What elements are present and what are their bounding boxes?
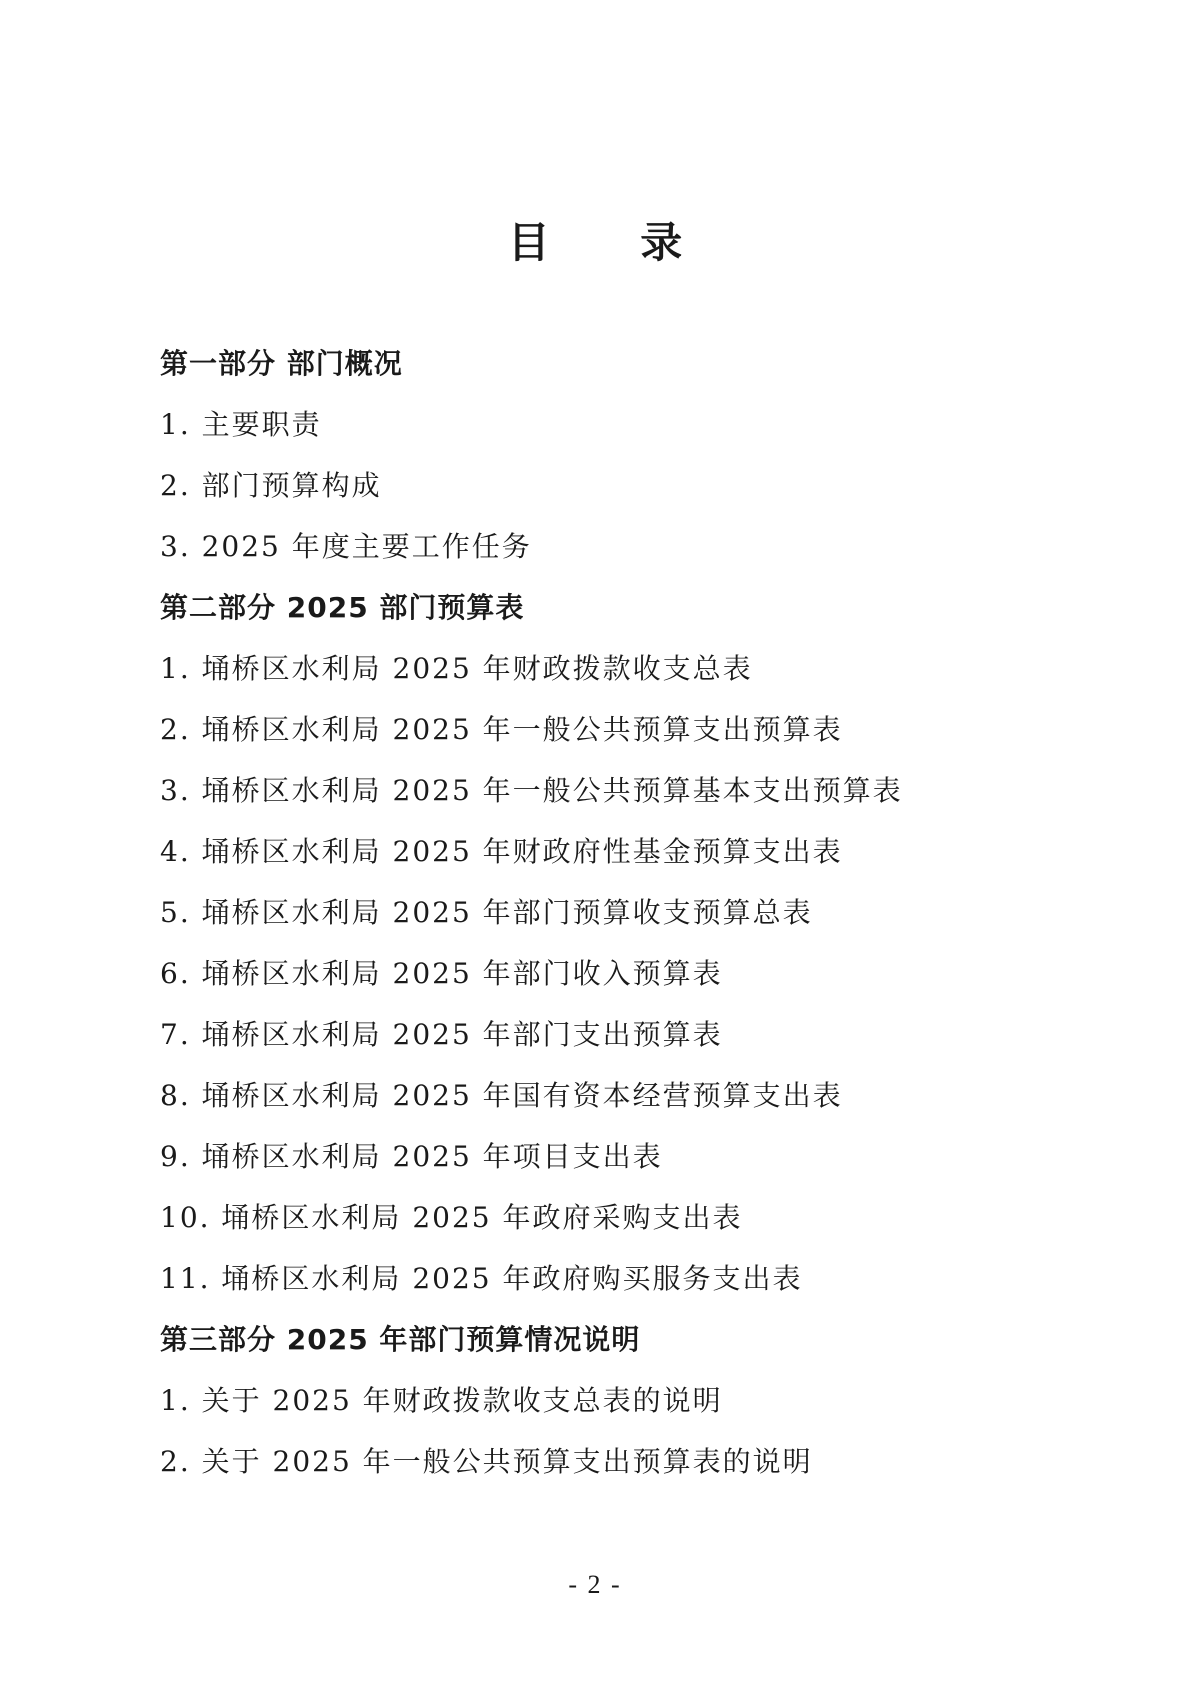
toc-item: 3. 埇桥区水利局 2025 年一般公共预算基本支出预算表 — [160, 774, 903, 807]
toc-item: 2. 关于 2025 年一般公共预算支出预算表的说明 — [160, 1445, 813, 1478]
toc-item: 2. 部门预算构成 — [160, 469, 382, 502]
toc-item: 11. 埇桥区水利局 2025 年政府购买服务支出表 — [160, 1262, 803, 1295]
toc-item: 4. 埇桥区水利局 2025 年财政府性基金预算支出表 — [160, 835, 843, 868]
toc-item: 6. 埇桥区水利局 2025 年部门收入预算表 — [160, 957, 723, 990]
table-of-contents — [160, 344, 1060, 1503]
toc-item: 8. 埇桥区水利局 2025 年国有资本经营预算支出表 — [160, 1079, 843, 1112]
toc-item: 1. 埇桥区水利局 2025 年财政拨款收支总表 — [160, 652, 753, 685]
page-number: - 2 - — [568, 1570, 622, 1599]
page-title: 目 录 — [507, 218, 721, 267]
toc-item: 1. 关于 2025 年财政拨款收支总表的说明 — [160, 1384, 723, 1417]
toc-item: 2. 埇桥区水利局 2025 年一般公共预算支出预算表 — [160, 713, 843, 746]
toc-item: 3. 2025 年度主要工作任务 — [160, 530, 532, 563]
toc-section-heading: 第一部分 部门概况 — [160, 347, 403, 380]
toc-item: 7. 埇桥区水利局 2025 年部门支出预算表 — [160, 1018, 723, 1051]
toc-item: 1. 主要职责 — [160, 408, 322, 441]
toc-section-heading: 第二部分 2025 部门预算表 — [160, 591, 525, 624]
toc-section-heading: 第三部分 2025 年部门预算情况说明 — [160, 1323, 641, 1356]
toc-item: 5. 埇桥区水利局 2025 年部门预算收支预算总表 — [160, 896, 813, 929]
toc-item: 10. 埇桥区水利局 2025 年政府采购支出表 — [160, 1201, 743, 1234]
toc-item: 9. 埇桥区水利局 2025 年项目支出表 — [160, 1140, 663, 1173]
